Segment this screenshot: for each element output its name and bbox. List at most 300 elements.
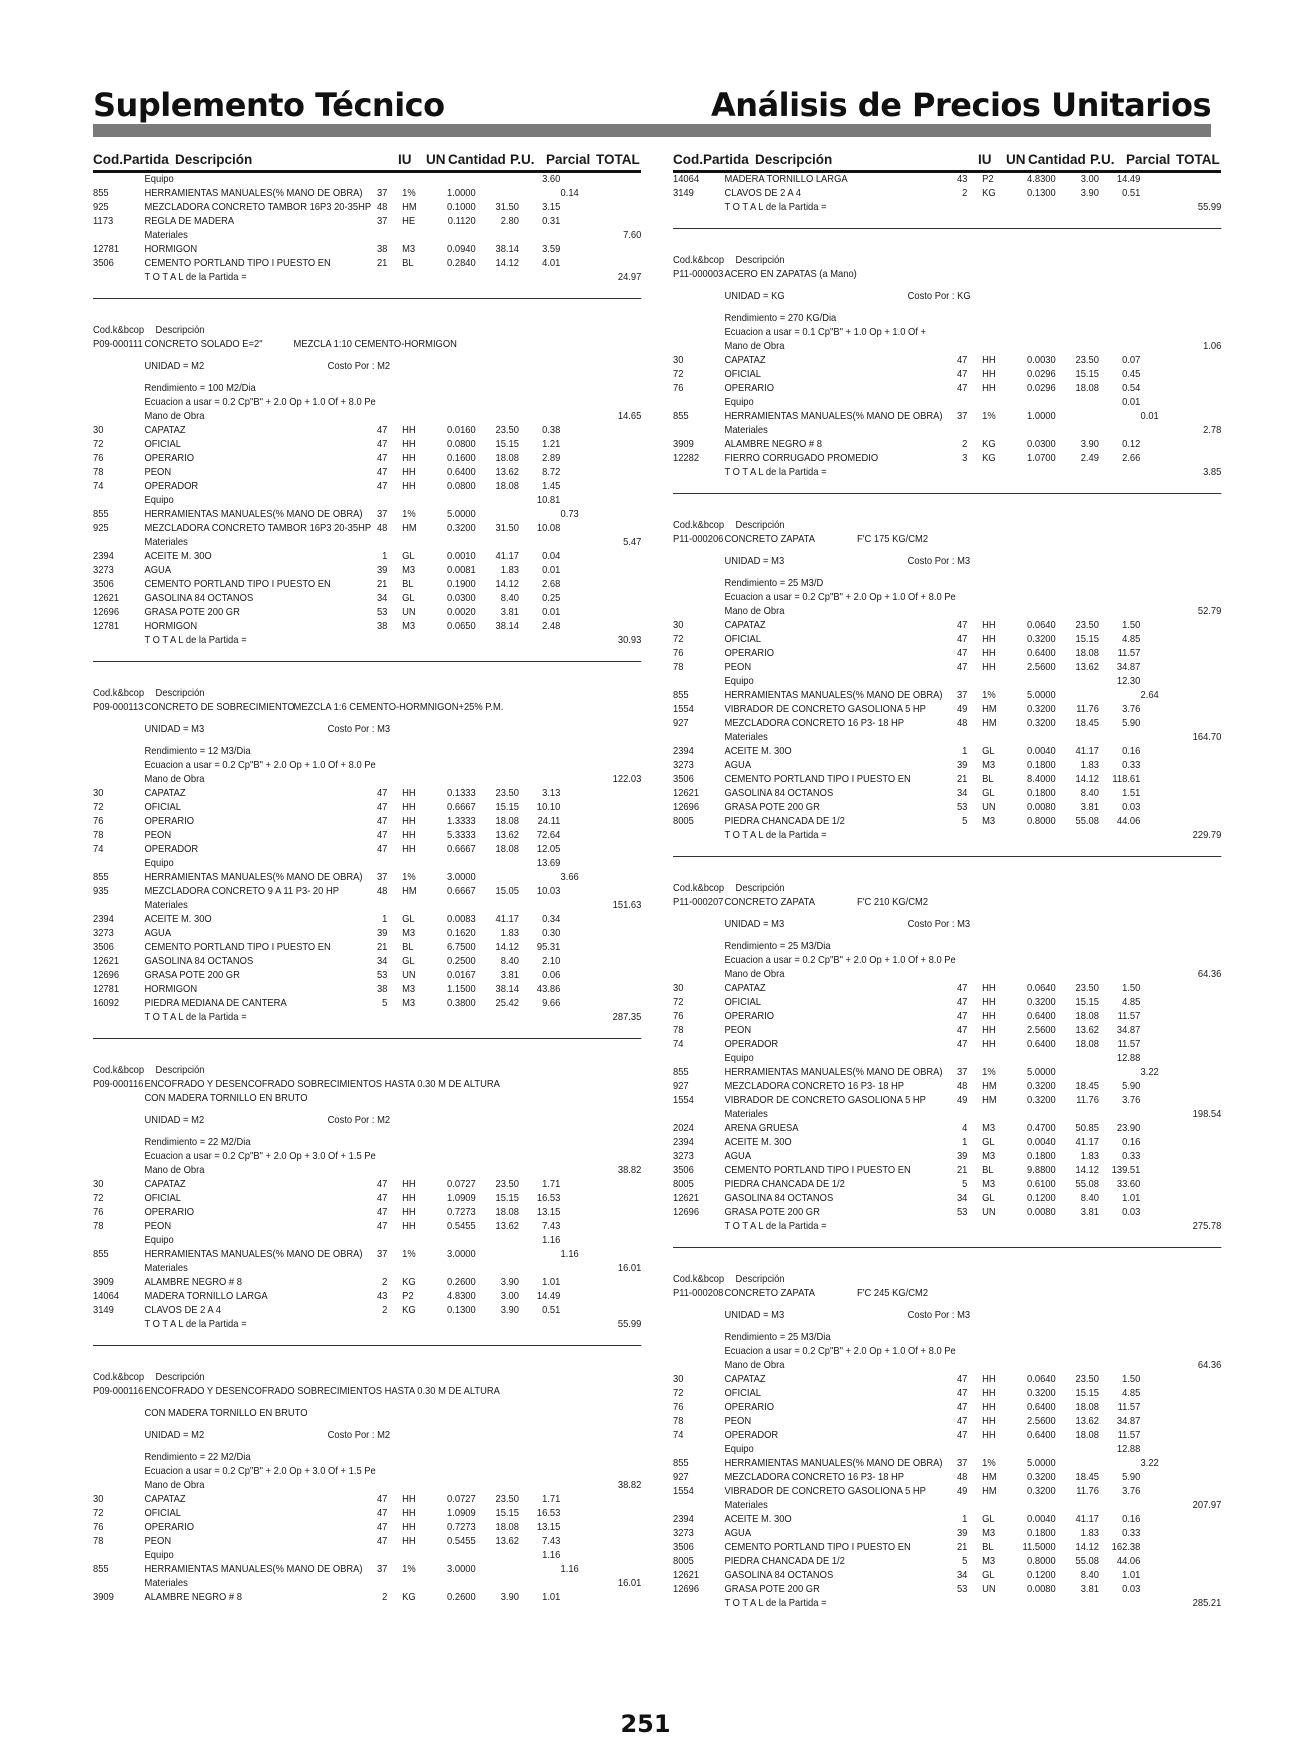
section-separator — [93, 648, 641, 679]
item-code: 30 — [93, 1179, 104, 1190]
item-quantity: 0.0300 — [447, 593, 476, 604]
yield-row — [93, 1136, 641, 1150]
item-description: PEON — [724, 1416, 752, 1427]
item-unit: HH — [402, 1536, 416, 1547]
item-unit-price: 31.50 — [495, 523, 519, 534]
item-partial: 0.03 — [1122, 802, 1141, 813]
item-partial: 5.90 — [1122, 1081, 1141, 1092]
item-description: ALAMBRE NEGRO # 8 — [144, 1277, 242, 1288]
table-row — [93, 620, 641, 634]
item-unit-price: 1.83 — [500, 928, 519, 939]
item-iu: 47 — [376, 467, 388, 478]
spacer — [93, 1399, 641, 1407]
item-description: HORMIGON — [144, 984, 198, 995]
item-partial: 9.66 — [542, 998, 561, 1009]
item-quantity: 0.0800 — [447, 439, 476, 450]
item-iu: 47 — [376, 788, 388, 799]
section-separator — [673, 215, 1221, 246]
item-code: 14064 — [93, 1291, 120, 1302]
section-title-row — [93, 1078, 641, 1092]
item-quantity: 0.0010 — [447, 551, 476, 562]
item-code: 855 — [93, 1564, 109, 1575]
item-description: MEZCLADORA CONCRETO 9 A 11 P3- 20 HP — [144, 886, 339, 897]
item-partial: 0.33 — [1122, 1151, 1141, 1162]
item-iu: 21 — [956, 1542, 968, 1553]
item-quantity: 0.1900 — [447, 579, 476, 590]
item-description: CEMENTO PORTLAND TIPO I PUESTO EN — [724, 1542, 911, 1553]
item-partial: 44.06 — [1116, 816, 1141, 827]
equation-row — [93, 759, 641, 773]
item-iu: 1 — [962, 746, 968, 757]
item-partial: 13.15 — [536, 1207, 561, 1218]
table-row — [673, 1136, 1221, 1150]
item-unit: KG — [982, 439, 996, 450]
item-description: PEON — [144, 830, 172, 841]
item-quantity: 0.0030 — [1027, 355, 1056, 366]
item-quantity: 0.1800 — [1027, 760, 1056, 771]
item-iu: 47 — [376, 1522, 388, 1533]
item-iu: 1 — [962, 1137, 968, 1148]
item-code: 3506 — [673, 1542, 694, 1553]
item-description: Materiales — [144, 1263, 188, 1274]
table-row — [673, 1024, 1221, 1038]
description-label: Descripción — [735, 520, 785, 531]
item-description: MEZCLADORA CONCRETO TAMBOR 16P3 20-35HP — [144, 523, 372, 534]
item-description: CAPATAZ — [144, 425, 186, 436]
item-description: GRASA POTE 200 GR — [724, 802, 820, 813]
section-label-row — [93, 1371, 641, 1385]
table-row — [93, 1220, 641, 1234]
item-total: 164.70 — [1192, 732, 1222, 743]
item-total: 275.78 — [1192, 1221, 1222, 1232]
table-row — [93, 843, 641, 857]
item-quantity: 0.0080 — [1027, 1584, 1056, 1595]
item-unit-price: 18.45 — [1075, 718, 1099, 729]
item-iu: 37 — [956, 1458, 968, 1469]
item-description: PEON — [144, 467, 172, 478]
item-unit: KG — [982, 453, 996, 464]
table-row — [673, 1150, 1221, 1164]
item-code: 30 — [93, 1494, 104, 1505]
item-unit-price: 55.08 — [1075, 1556, 1099, 1567]
item-partial: 2.89 — [542, 453, 561, 464]
item-unit: HH — [982, 620, 996, 631]
section-title-row — [673, 896, 1221, 910]
item-partial: 34.87 — [1116, 1025, 1141, 1036]
plain-text-row — [93, 1407, 641, 1421]
item-partial: 8.72 — [542, 467, 561, 478]
item-code: 1554 — [673, 704, 694, 715]
item-iu: 3 — [962, 453, 968, 464]
item-description: OFICIAL — [724, 634, 761, 645]
item-description: REGLA DE MADERA — [144, 216, 235, 227]
item-unit-price: 18.08 — [1075, 1011, 1099, 1022]
table-row — [673, 1555, 1221, 1569]
section-title-cont — [93, 1092, 641, 1106]
table-row — [673, 1401, 1221, 1415]
table-row — [673, 187, 1221, 201]
item-partial: 0.01 — [542, 607, 561, 618]
item-description: MADERA TORNILLO LARGA — [724, 174, 848, 185]
item-unit: HH — [402, 788, 416, 799]
item-partial: 11.57 — [1117, 1011, 1141, 1022]
item-quantity: 5.0000 — [1027, 1458, 1056, 1469]
item-code: 3909 — [93, 1277, 114, 1288]
header-bar — [93, 124, 1211, 137]
section-code: P11-000207 — [673, 897, 724, 908]
item-code: 74 — [673, 1430, 684, 1441]
item-iu: 2 — [382, 1592, 388, 1603]
item-iu: 38 — [376, 984, 388, 995]
item-code: 855 — [673, 690, 689, 701]
item-partial: 139.51 — [1111, 1165, 1141, 1176]
item-code: 12696 — [673, 802, 700, 813]
item-unit: HM — [982, 1081, 997, 1092]
table-row — [93, 257, 641, 271]
item-iu: 4 — [962, 1123, 968, 1134]
item-iu: 43 — [376, 1291, 388, 1302]
item-description: MADERA TORNILLO LARGA — [144, 1291, 268, 1302]
item-unit-price: 18.08 — [1075, 383, 1099, 394]
item-unit-price: 18.45 — [1075, 1081, 1099, 1092]
item-partial: 1.21 — [542, 439, 561, 450]
item-quantity: 0.3800 — [447, 998, 476, 1009]
item-code: 925 — [93, 202, 109, 213]
item-description: Equipo — [724, 1444, 754, 1455]
item-code: 12696 — [93, 607, 120, 618]
item-quantity: 1.3333 — [447, 816, 476, 827]
equation-text: Ecuacion a usar = 0.2 Cp"B" + 2.0 Op + 1.0 Of + 8.0 Pe — [724, 592, 956, 603]
item-code: 2394 — [93, 914, 114, 925]
item-code: 30 — [673, 620, 684, 631]
item-unit: UN — [402, 607, 416, 618]
item-partial: 2.64 — [1140, 690, 1159, 701]
item-partial: 162.38 — [1111, 1542, 1141, 1553]
cost-per-label: Costo Por : M3 — [907, 919, 971, 930]
table-row — [673, 1220, 1221, 1234]
item-unit: HH — [402, 1522, 416, 1533]
equation-text: Ecuacion a usar = 0.2 Cp"B" + 2.0 Op + 3.0 Of + 1.5 Pe — [144, 1151, 376, 1162]
section-code: P11-000208 — [673, 1288, 724, 1299]
item-partial: 16.53 — [536, 1193, 561, 1204]
item-unit-price: 3.81 — [1080, 1584, 1099, 1595]
item-quantity: 0.3200 — [1027, 1388, 1056, 1399]
item-code: 2394 — [673, 746, 694, 757]
item-quantity: 0.6400 — [1027, 648, 1056, 659]
item-partial: 4.85 — [1122, 1388, 1141, 1399]
item-total: 30.93 — [617, 635, 642, 646]
table-row — [93, 997, 641, 1011]
equation-row — [93, 396, 641, 410]
table-row — [93, 1521, 641, 1535]
section-title-row — [673, 533, 1221, 547]
item-iu: 47 — [376, 1207, 388, 1218]
unit-label: UNIDAD = M3 — [724, 919, 785, 930]
item-total: 16.01 — [617, 1263, 642, 1274]
item-code: 76 — [673, 1402, 684, 1413]
item-total: 38.82 — [617, 1480, 642, 1491]
description-label: Descripción — [735, 1274, 785, 1285]
item-iu: 47 — [376, 1494, 388, 1505]
item-partial: 13.69 — [536, 858, 561, 869]
item-iu: 39 — [376, 565, 388, 576]
item-partial: 1.51 — [1122, 788, 1141, 799]
item-unit: KG — [402, 1305, 416, 1316]
item-description: PIEDRA MEDIANA DE CANTERA — [144, 998, 287, 1009]
section-description: ENCOFRADO Y DESENCOFRADO SOBRECIMIENTOS HASTA 0.30 M DE ALTURA — [144, 1079, 500, 1090]
item-code: 30 — [673, 355, 684, 366]
item-unit-price: 18.08 — [495, 816, 519, 827]
item-code: 2394 — [673, 1137, 694, 1148]
spacer — [673, 547, 1221, 555]
item-unit: UN — [402, 970, 416, 981]
section-label-row — [673, 519, 1221, 533]
item-total: 122.03 — [612, 774, 642, 785]
table-row — [93, 410, 641, 424]
item-code: 72 — [93, 802, 104, 813]
table-row — [673, 689, 1221, 703]
yield-text: Rendimiento = 25 M3/Dia — [724, 1332, 831, 1343]
item-unit: HM — [982, 1472, 997, 1483]
item-unit-price: 18.08 — [495, 1522, 519, 1533]
table-row — [93, 271, 641, 285]
item-quantity: 0.3200 — [1027, 1081, 1056, 1092]
item-iu: 47 — [956, 662, 968, 673]
item-code: 78 — [673, 1416, 684, 1427]
item-code: 72 — [673, 369, 684, 380]
item-code: 855 — [93, 872, 109, 883]
item-partial: 0.45 — [1122, 369, 1141, 380]
item-iu: 47 — [376, 425, 388, 436]
spacer — [93, 374, 641, 382]
spacer — [673, 511, 1221, 519]
item-unit-price: 14.12 — [1075, 1165, 1099, 1176]
item-unit: HH — [402, 802, 416, 813]
table-row — [673, 368, 1221, 382]
item-unit: M3 — [982, 1556, 996, 1567]
item-code: 1554 — [673, 1095, 694, 1106]
item-description: Mano de Obra — [144, 1165, 205, 1176]
divider-line — [93, 1345, 641, 1346]
th-parcial: Parcial — [546, 152, 591, 167]
section-code: P09-000111 — [93, 339, 143, 350]
item-description: GRASA POTE 200 GR — [144, 970, 240, 981]
item-unit-price: 3.00 — [1080, 174, 1099, 185]
item-code: 3909 — [673, 439, 694, 450]
item-description: HERRAMIENTAS MANUALES(% MANO DE OBRA) — [724, 1458, 943, 1469]
item-quantity: 6.7500 — [447, 942, 476, 953]
item-code: 16092 — [93, 998, 120, 1009]
item-unit: HH — [402, 1221, 416, 1232]
item-unit: HH — [982, 1416, 996, 1427]
item-unit-price: 38.14 — [495, 244, 519, 255]
item-description: Materiales — [144, 537, 188, 548]
yield-row — [93, 745, 641, 759]
item-code: 12621 — [673, 1570, 700, 1581]
item-partial: 0.16 — [1122, 1137, 1141, 1148]
item-partial: 7.43 — [542, 1536, 561, 1547]
item-code: 2024 — [673, 1123, 694, 1134]
table-row — [93, 1248, 641, 1262]
item-iu: 34 — [956, 788, 968, 799]
item-unit-price: 18.45 — [1075, 1472, 1099, 1483]
equation-row — [673, 591, 1221, 605]
item-iu: 2 — [382, 1277, 388, 1288]
item-code: 8005 — [673, 1556, 694, 1567]
item-unit-price: 18.08 — [495, 844, 519, 855]
item-quantity: 0.6400 — [1027, 1402, 1056, 1413]
section-title-row — [93, 1385, 641, 1399]
item-description: Mano de Obra — [144, 1480, 205, 1491]
table-row — [93, 592, 641, 606]
item-unit: HH — [982, 1025, 996, 1036]
item-iu: 5 — [962, 1179, 968, 1190]
item-unit-price: 1.83 — [1080, 1151, 1099, 1162]
section-spec: F'C 210 KG/CM2 — [857, 897, 929, 908]
code-label: Cod.k&bcop — [673, 883, 725, 894]
item-unit: HM — [402, 202, 417, 213]
item-description: Materiales — [724, 1109, 768, 1120]
item-partial: 0.51 — [542, 1305, 561, 1316]
table-row — [93, 1178, 641, 1192]
item-unit-price: 23.50 — [1075, 1374, 1099, 1385]
item-iu: 47 — [376, 1508, 388, 1519]
item-description: GASOLINA 84 OCTANOS — [724, 1570, 834, 1581]
item-total: 7.60 — [623, 230, 642, 241]
description-label: Descripción — [155, 688, 205, 699]
item-code: 3506 — [673, 1165, 694, 1176]
spacer — [673, 932, 1221, 940]
item-unit-price: 41.17 — [1075, 1514, 1099, 1525]
section-description-cont: CON MADERA TORNILLO EN BRUTO — [144, 1093, 308, 1104]
item-quantity: 0.0083 — [447, 914, 476, 925]
table-row — [93, 871, 641, 885]
table-row — [673, 1038, 1221, 1052]
item-total: 3.85 — [1203, 467, 1222, 478]
item-quantity: 0.0300 — [1027, 439, 1056, 450]
item-quantity: 0.1200 — [1027, 1570, 1056, 1581]
item-code: 935 — [93, 886, 109, 897]
section-code: P09-000116 — [93, 1386, 144, 1397]
item-quantity: 0.0727 — [447, 1179, 476, 1190]
table-row — [93, 969, 641, 983]
table-row — [673, 1457, 1221, 1471]
item-code: 12621 — [673, 788, 700, 799]
item-unit: HH — [402, 1207, 416, 1218]
item-unit-price: 11.76 — [1076, 1486, 1099, 1497]
table-row — [93, 801, 641, 815]
item-description: CAPATAZ — [724, 1374, 766, 1385]
section-label-row — [93, 1064, 641, 1078]
item-partial: 43.86 — [536, 984, 561, 995]
cost-per-label: Costo Por : M3 — [907, 556, 971, 567]
item-description: AGUA — [724, 760, 752, 771]
item-description: PEON — [144, 1536, 172, 1547]
table-row — [93, 466, 641, 480]
table-row — [93, 1276, 641, 1290]
item-iu: 47 — [956, 1011, 968, 1022]
section-description: ACERO EN ZAPATAS (a Mano) — [724, 269, 857, 280]
item-description: GASOLINA 84 OCTANOS — [724, 1193, 834, 1204]
item-unit: GL — [402, 593, 415, 604]
item-partial: 0.33 — [1122, 760, 1141, 771]
section-description: CONCRETO ZAPATA — [724, 897, 815, 908]
table-row — [673, 787, 1221, 801]
table-row — [673, 354, 1221, 368]
description-label: Descripción — [155, 1065, 205, 1076]
item-description: GASOLINA 84 OCTANOS — [724, 788, 834, 799]
item-partial: 16.53 — [536, 1508, 561, 1519]
item-total: 38.82 — [617, 1165, 642, 1176]
item-unit-price: 15.15 — [495, 802, 519, 813]
equation-text: Ecuacion a usar = 0.2 Cp"B" + 2.0 Op + 3.0 Of + 1.5 Pe — [144, 1466, 376, 1477]
right-rows — [673, 173, 1221, 1611]
item-unit: M3 — [402, 621, 416, 632]
spacer — [93, 679, 641, 687]
item-quantity: 0.3200 — [1027, 1486, 1056, 1497]
item-description: ALAMBRE NEGRO # 8 — [724, 439, 822, 450]
table-row — [93, 1318, 641, 1332]
item-description: MEZCLADORA CONCRETO 16 P3- 18 HP — [724, 1472, 905, 1483]
item-unit-price: 3.81 — [500, 970, 519, 981]
item-unit-price: 13.62 — [495, 467, 519, 478]
item-description: OFICIAL — [144, 1508, 181, 1519]
item-iu: 47 — [376, 802, 388, 813]
item-iu: 37 — [956, 690, 968, 701]
item-total: 229.79 — [1192, 830, 1222, 841]
item-unit-price: 23.50 — [1075, 983, 1099, 994]
unit-row — [93, 723, 641, 737]
yield-text: Rendimiento = 25 M3/Dia — [724, 941, 831, 952]
item-partial: 1.50 — [1122, 620, 1141, 631]
item-partial: 1.01 — [542, 1277, 561, 1288]
item-quantity: 0.1120 — [447, 216, 476, 227]
item-unit: BL — [402, 942, 414, 953]
item-code: 3273 — [673, 1528, 694, 1539]
item-unit: GL — [982, 746, 995, 757]
item-unit-price: 23.50 — [495, 1494, 519, 1505]
th-parcial: Parcial — [1126, 152, 1171, 167]
item-code: 74 — [93, 844, 104, 855]
section-label-row — [93, 687, 641, 701]
item-quantity: 0.2500 — [447, 956, 476, 967]
item-description: PEON — [724, 1025, 752, 1036]
item-quantity: 0.0650 — [447, 621, 476, 632]
item-iu: 37 — [376, 188, 388, 199]
item-unit-price: 14.12 — [495, 579, 519, 590]
item-description: T O T A L de la Partida = — [144, 1012, 247, 1023]
item-unit: HH — [402, 1193, 416, 1204]
table-row — [673, 1094, 1221, 1108]
left-rows — [93, 173, 641, 1605]
section-separator — [673, 1234, 1221, 1265]
item-iu: 47 — [376, 439, 388, 450]
spacer — [673, 1265, 1221, 1273]
item-description: HERRAMIENTAS MANUALES(% MANO DE OBRA) — [144, 1564, 363, 1575]
table-row — [93, 983, 641, 997]
item-iu: 47 — [376, 1193, 388, 1204]
item-unit-price: 8.40 — [1080, 788, 1099, 799]
table-row — [93, 508, 641, 522]
section-label-row — [673, 882, 1221, 896]
item-description: OPERARIO — [724, 1011, 774, 1022]
divider-line — [93, 661, 641, 662]
item-partial: 4.85 — [1122, 997, 1141, 1008]
item-unit-price: 38.14 — [495, 984, 519, 995]
th-pu: P.U. — [510, 152, 535, 167]
item-unit: HH — [982, 1388, 996, 1399]
item-partial: 10.03 — [536, 886, 561, 897]
